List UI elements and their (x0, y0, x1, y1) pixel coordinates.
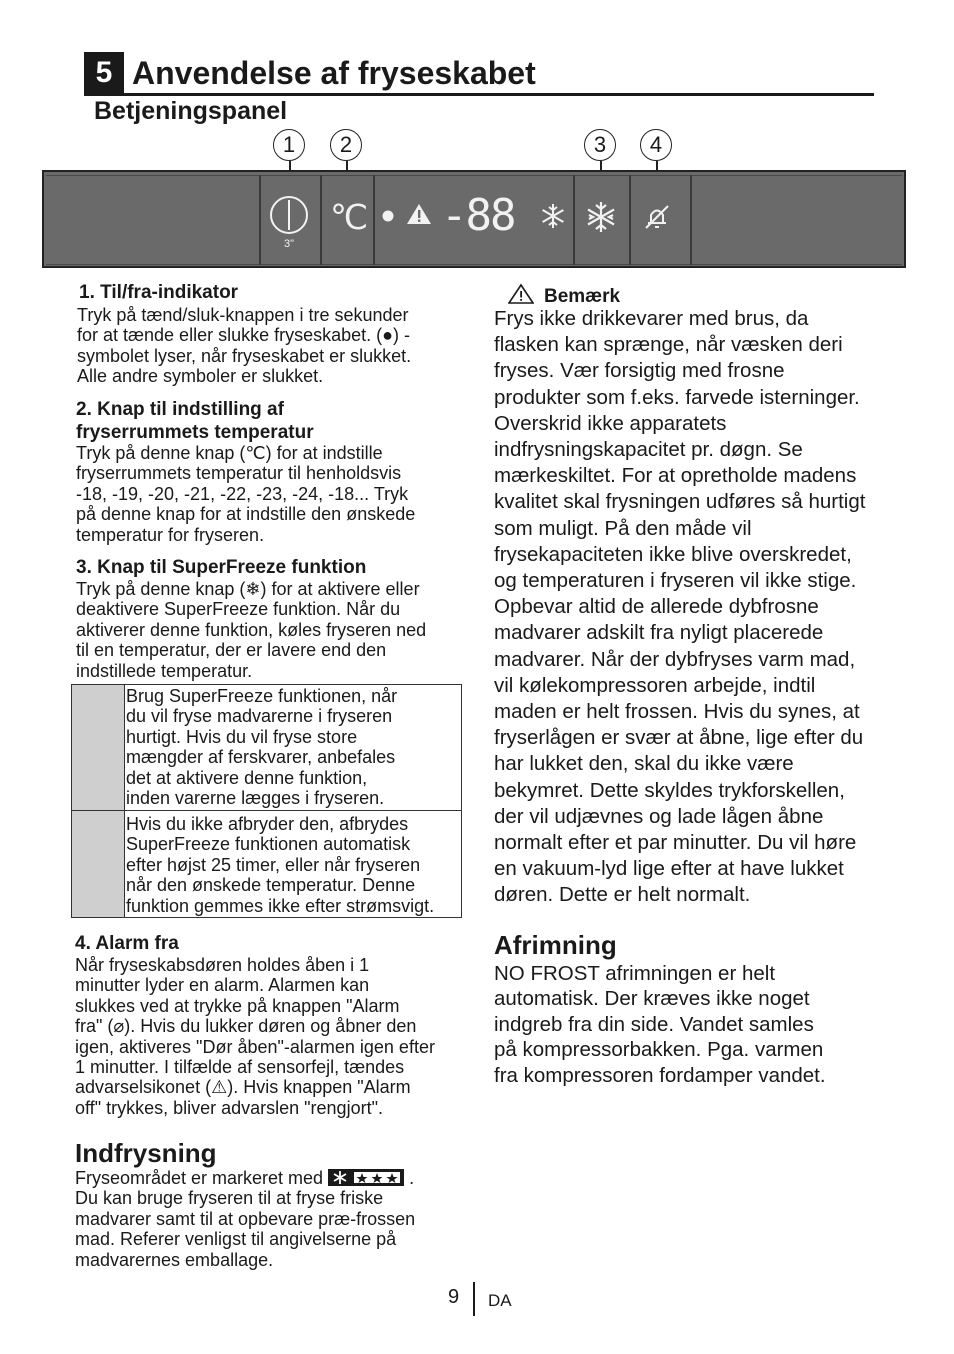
text-line: det at aktivere denne funktion, (126, 767, 368, 788)
tip-divider (124, 685, 125, 917)
text-line: 1 minutter. I tilfælde af sensorfejl, tændes (75, 1057, 405, 1078)
text-line: indgreb fra din side. Vandet samles (494, 1012, 814, 1036)
text-line: en vakuum-lyd lige efter at have lukket (494, 857, 844, 881)
text-line: SuperFreeze funktionen automatisk (126, 834, 411, 855)
tip-1-text (126, 686, 397, 808)
text-line: og temperaturen i fryseren vil ikke stige. (494, 569, 857, 593)
tip-marker (72, 685, 124, 810)
text-line: når den ønskede temperatur. Denne (126, 875, 416, 896)
text-line: bekymret. Dette skyldes trykforskellen, (494, 778, 845, 802)
text-line: indfrysningskapacitet pr. døgn. Se (494, 438, 803, 462)
panel-divider (320, 175, 322, 265)
text-line: vil kølekompressoren arbejde, indtil (494, 673, 816, 697)
section-3-body (76, 579, 426, 681)
text-line: symbolet lyser, når fryseskabet er slukket. (77, 345, 412, 366)
section-4-body (75, 955, 435, 1118)
text-line: madvarernes emballage. (75, 1249, 274, 1270)
note-body (494, 306, 865, 909)
section-2-body (76, 443, 415, 545)
text-line: har lukket den, skal du ikke være (494, 752, 794, 776)
section-1-body (77, 305, 411, 387)
panel-divider (259, 175, 261, 265)
text-line: aktiverer denne funktion, køles fryseren ned (76, 619, 427, 640)
text-line: døren. Dette er helt normalt. (494, 883, 751, 907)
text-line: på denne knap for at indstille den ønskede (76, 504, 416, 525)
freezer-star-symbol (328, 1169, 404, 1186)
text-line: hurtigt. Hvis du vil fryse store (126, 726, 358, 747)
text-line: mængder af ferskvarer, anbefales (126, 747, 396, 768)
text-line: Tryk på denne knap (❄) for at aktivere eller (76, 579, 420, 599)
callout-4: 4 (640, 129, 672, 161)
four-star-icon (328, 1169, 404, 1186)
panel-divider (629, 175, 631, 265)
text-line: off" trykkes, bliver advarslen "rengjort". (75, 1097, 383, 1118)
text-line: Du kan bruge fryseren til at fryse friske (75, 1188, 384, 1209)
text-line: -18, -19, -20, -21, -22, -23, -24, -18... Tryk (76, 483, 409, 504)
note-title: Bemærk (544, 286, 621, 307)
dot-icon (380, 208, 396, 224)
callout-1: 1 (273, 129, 305, 161)
power-button[interactable] (268, 194, 310, 240)
text-line: produkter som f.eks. farvede isterninger. (494, 385, 860, 409)
text-line: Når fryseskabsdøren holdes åben i 1 (75, 955, 370, 975)
text-line: maden er helt frossen. Hvis du synes, at (494, 700, 860, 724)
text-line: Hvis du ikke afbryder den, afbrydes (126, 814, 409, 834)
text-line: deaktivere SuperFreeze funktion. Når du (76, 599, 401, 620)
panel-divider (690, 175, 692, 265)
section-title: Anvendelse af fryseskabet (132, 55, 536, 91)
caution-icon (508, 283, 534, 305)
callout-2: 2 (330, 129, 362, 161)
text-line: fryserrummets temperatur til henholdsvis (76, 463, 402, 484)
text-line: der vil udjævnes og lade lågen åbne (494, 804, 824, 828)
text-line: Opbevar altid de allerede dybfrosne (494, 595, 819, 619)
tip-marker (72, 811, 124, 917)
text-line: til en temperatur, der er lavere end den (76, 640, 387, 661)
text-span: . (409, 1168, 415, 1188)
text-line: normalt efter et par minutter. Du vil høre (494, 831, 857, 855)
alarm-off-icon (644, 203, 670, 231)
alarm-off-button[interactable] (644, 203, 670, 231)
title-underline (84, 93, 874, 96)
panel-divider (573, 175, 575, 265)
text-line: på kompressorbakken. Pga. varmen (494, 1038, 824, 1062)
defrost-body (494, 961, 826, 1088)
text-line: for at tænde eller slukke fryseskabet. (●) - (77, 325, 410, 346)
text-line: Tryk på denne knap (℃) for at indstille (76, 443, 383, 463)
text-span: Fryseområdet er markeret med (75, 1168, 324, 1188)
text-line: minutter lyder en alarm. Alarmen kan (75, 975, 370, 996)
superfreeze-button[interactable] (584, 200, 618, 234)
subtitle: Betjeningspanel (94, 97, 288, 125)
footer-divider (473, 1282, 475, 1316)
text-line: madvarer. Når der dybfryses varm mad, (494, 647, 856, 671)
text-line: efter højst 25 timer, eller når fryseren (126, 854, 421, 875)
power-icon (268, 194, 310, 240)
text-line: automatisk. Der kræves ikke noget (494, 987, 810, 1011)
text-line: som muligt. På den måde vil (494, 516, 752, 540)
text-line: du vil fryse madvarerne i fryseren (126, 706, 393, 727)
text-line: Frys ikke drikkevarer med brus, da (494, 307, 809, 330)
section-4-title: 4. Alarm fra (75, 933, 179, 954)
panel-divider (373, 175, 375, 265)
tip-divider (72, 810, 461, 811)
section-2-title-line: fryserrummets temperatur (76, 422, 314, 443)
defrost-heading: Afrimning (494, 930, 617, 960)
text-line: madvarer adskilt fra nyligt placerede (494, 621, 824, 645)
tip-2-text (126, 814, 434, 916)
freezing-body (75, 1168, 415, 1270)
tip-box (71, 684, 462, 918)
text-line: madvarer samt til at opbevare præ-frossen (75, 1208, 416, 1229)
warning-icon (406, 202, 432, 226)
text-line (75, 1168, 415, 1188)
text-line: Overskrid ikke apparatets (494, 411, 727, 435)
text-line: advarselsikonet (⚠). Hvis knappen "Alarm (75, 1077, 411, 1098)
text-line: mad. Referer venligst til angivelserne på (75, 1229, 397, 1250)
text-line: frysekapaciteten ikke blive overskredet, (494, 542, 852, 566)
temperature-display: -88 (441, 190, 515, 241)
superfreeze-icon (584, 200, 618, 234)
text-line: Alle andre symboler er slukket. (77, 366, 324, 387)
text-line: igen, aktiveres "Dør åben"-alarmen igen efter (75, 1036, 435, 1057)
text-line: indstillede temperatur. (76, 660, 253, 681)
text-line: fra kompressoren fordamper vandet. (494, 1063, 826, 1087)
text-line: fra" (⌀). Hvis du lukker døren og åbner den (75, 1016, 417, 1037)
text-line: temperatur for fryseren. (76, 524, 265, 545)
text-line: kvalitet skal frysningen udføres så hurtigt (494, 490, 866, 514)
language-code: DA (488, 1291, 512, 1310)
power-hold-label: 3" (284, 238, 295, 250)
callout-3: 3 (584, 129, 616, 161)
text-line: Brug SuperFreeze funktionen, når (126, 686, 398, 706)
text-line: fryserlågen er svær at åbne, lige efter du (494, 726, 864, 750)
text-line: flasken kan sprænge, når væsken deri (494, 333, 843, 357)
text-line: slukkes ved at trykke på knappen "Alarm (75, 995, 400, 1016)
snowflake-icon (540, 203, 566, 229)
celsius-icon: ℃ (330, 199, 369, 237)
text-line: inden varerne lægges i fryseren. (126, 788, 385, 809)
text-line: NO FROST afrimningen er helt (494, 962, 776, 985)
temperature-button[interactable] (330, 196, 369, 240)
section-number: 5 (84, 52, 124, 94)
text-line: funktion gemmes ikke efter strømsvigt. (126, 895, 435, 916)
section-2-title-line: 2. Knap til indstilling af (76, 399, 284, 420)
text-line: Tryk på tænd/sluk-knappen i tre sekunder (77, 305, 409, 325)
section-1-title: 1. Til/fra-indikator (79, 282, 239, 303)
text-line: mærkeskiltet. For at opretholde madens (494, 464, 857, 488)
section-2-title (76, 398, 314, 444)
freezing-heading: Indfrysning (75, 1138, 217, 1168)
section-3-title: 3. Knap til SuperFreeze funktion (76, 557, 367, 578)
page-number: 9 (448, 1286, 460, 1308)
text-line: fryses. Vær forsigtig med frosne (494, 359, 785, 383)
